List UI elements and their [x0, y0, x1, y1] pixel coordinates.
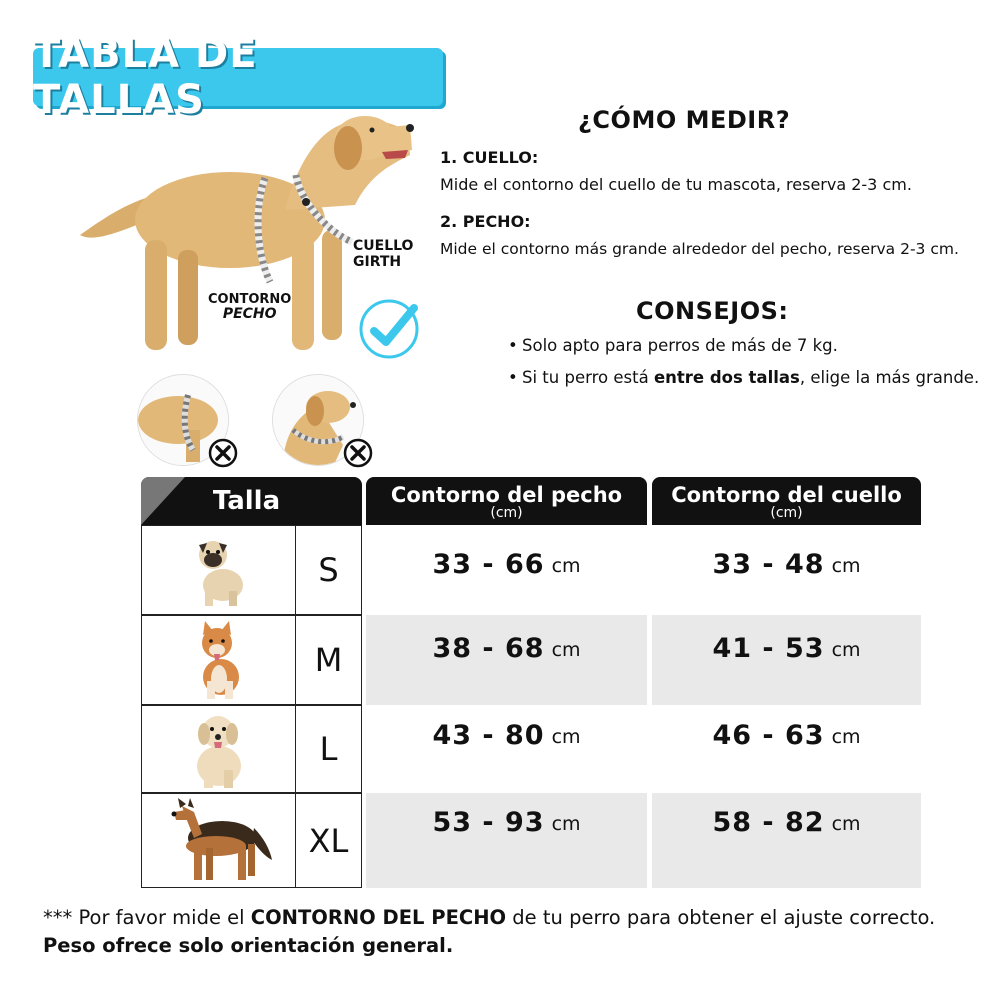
tip-item: • Si tu perro está entre dos tallas, elige la más grande.: [508, 368, 980, 387]
neck-label: CUELLO GIRTH: [353, 238, 414, 270]
table-header-size: Talla: [141, 477, 362, 525]
size-label-s: S: [296, 525, 362, 615]
page-title: TABLA DE TALLAS: [33, 31, 258, 123]
table-header-neck: Contorno del cuello (cm): [652, 477, 921, 525]
chest-value-l: 43 - 80 cm: [366, 705, 647, 793]
neck-value-l: 46 - 63 cm: [652, 705, 921, 793]
wrong-x-icon: [343, 438, 373, 468]
neck-value-xl: 58 - 82 cm: [652, 793, 921, 888]
chest-value-s: 33 - 66 cm: [366, 525, 647, 615]
dog-photo-m: [141, 615, 296, 705]
how-to-measure-title: ¿CÓMO MEDIR?: [578, 106, 791, 134]
dog-photo-s: [141, 525, 296, 615]
chest-value-xl: 53 - 93 cm: [366, 793, 647, 888]
table-header-chest: Contorno del pecho (cm): [366, 477, 647, 525]
tip-item: • Solo apto para perros de más de 7 kg.: [508, 336, 838, 355]
title-banner: [33, 31, 443, 123]
step-neck-title: 1. CUELLO:: [440, 148, 539, 167]
size-label-l: L: [296, 705, 362, 793]
neck-value-m: 41 - 53 cm: [652, 615, 921, 705]
shiba-icon: [189, 619, 249, 701]
step-chest-title: 2. PECHO:: [440, 212, 531, 231]
pug-icon: [189, 533, 249, 608]
german-shepherd-icon: [164, 798, 274, 884]
step-neck-text: Mide el contorno del cuello de tu mascota, reserva 2-3 cm.: [440, 175, 912, 194]
step-chest-text: Mide el contorno más grande alrededor del pecho, reserva 2-3 cm.: [440, 240, 959, 258]
dog-photo-l: [141, 705, 296, 793]
size-label-m: M: [296, 615, 362, 705]
size-label-xl: XL: [296, 793, 362, 888]
tips-title: CONSEJOS:: [636, 297, 789, 325]
footer-note: *** Por favor mide el CONTORNO DEL PECHO de tu perro para obtener el ajuste correcto. Peso ofrece solo orientación general.: [43, 906, 936, 957]
chest-value-m: 38 - 68 cm: [366, 615, 647, 705]
chest-label: CONTORNO PECHO: [208, 292, 292, 322]
dog-photo-xl: [141, 793, 296, 888]
labrador-icon: [184, 708, 254, 790]
check-icon: [358, 298, 420, 360]
wrong-x-icon: [208, 438, 238, 468]
neck-value-s: 33 - 48 cm: [652, 525, 921, 615]
